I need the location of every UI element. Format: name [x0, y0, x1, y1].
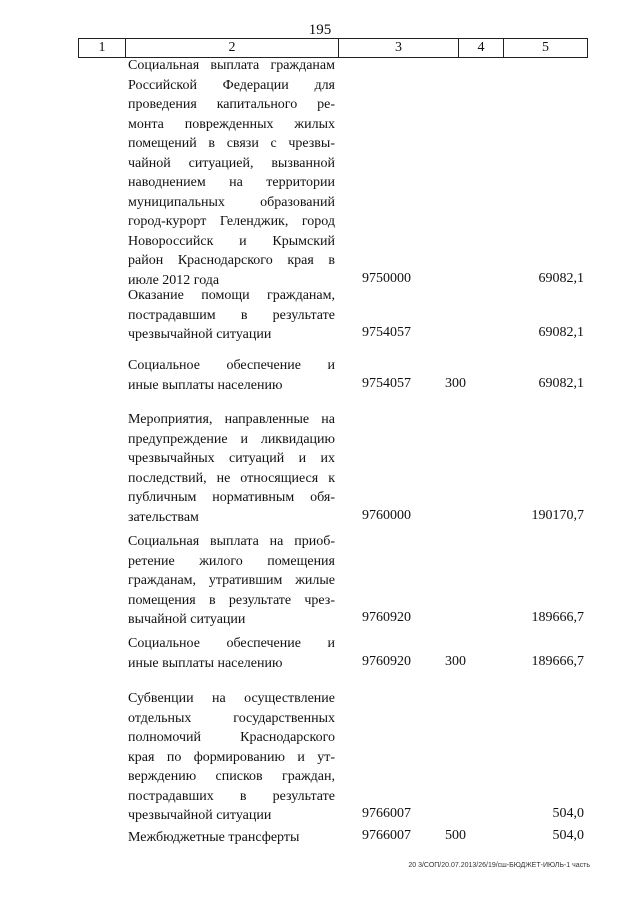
- column-header-1: 1: [79, 39, 126, 57]
- row-description: [128, 56, 335, 290]
- description-line: район Краснодарского края в: [128, 253, 335, 268]
- row-description: [128, 532, 335, 630]
- description-line: зательствам: [128, 509, 199, 525]
- row-expense-type: 500: [445, 828, 466, 843]
- description-line: чрезвычайной ситуации: [128, 808, 272, 823]
- row-description: [128, 634, 335, 673]
- description-line: чрезвычайных ситуаций и их: [128, 451, 335, 466]
- description-line: Социальная выплата гражданам: [128, 58, 335, 73]
- description-line: Социальное обеспечение и: [128, 358, 335, 373]
- description-line: последствий, не относящиеся к: [128, 470, 335, 486]
- row-amount: 69082,1: [538, 270, 584, 286]
- description-line: Социальная выплата на приоб-: [128, 534, 335, 549]
- footer-file-reference: 20 3/СОП/20.07.2013/26/19/сш-БЮДЖЕТ-ИЮЛЬ-1 часть: [408, 862, 590, 869]
- row-code: 9760920: [362, 653, 411, 669]
- description-line: гражданам, утратившим жилые: [128, 573, 335, 588]
- description-line: Новороссийск и Крымский: [128, 233, 335, 249]
- row-amount: 69082,1: [538, 325, 584, 340]
- description-line: чайной ситуацией, вызванной: [128, 155, 335, 171]
- description-line: иные выплаты населению: [128, 377, 283, 393]
- row-code: 9754057: [362, 325, 411, 340]
- description-line: помещения в результате чрез-: [128, 592, 335, 608]
- row-amount: 189666,7: [531, 610, 584, 625]
- column-header-5: 5: [542, 40, 549, 55]
- page-number: 195: [308, 22, 332, 38]
- row-amount: 69082,1: [538, 375, 584, 391]
- row-description: [128, 689, 335, 826]
- description-line: помещений в связи с чрезвы-: [128, 136, 335, 151]
- description-line: монта поврежденных жилых: [128, 116, 335, 132]
- description-line: муниципальных образований: [128, 194, 335, 210]
- row-amount: 190170,7: [531, 507, 584, 523]
- row-code: 9760920: [362, 610, 411, 625]
- description-line: публичным нормативным обя-: [128, 490, 335, 505]
- description-line: края по формированию и ут-: [128, 749, 335, 765]
- description-line: Социальное обеспечение и: [128, 636, 335, 651]
- row-description: [128, 828, 335, 848]
- description-line: Российской Федерации для: [128, 77, 335, 93]
- description-line: иные выплаты населению: [128, 655, 283, 671]
- description-line: чрезвычайной ситуации: [128, 327, 272, 342]
- row-code: 9766007: [362, 828, 411, 843]
- row-amount: 504,0: [552, 806, 584, 821]
- row-expense-type: 300: [445, 375, 466, 391]
- description-line: Субвенции на осуществление: [128, 691, 335, 706]
- description-line: пострадавших в результате: [128, 788, 335, 804]
- row-expense-type: 300: [445, 653, 466, 669]
- description-line: отдельных государственных: [128, 710, 335, 726]
- description-line: Мероприятия, направленные на: [128, 412, 335, 427]
- description-line: июле 2012 года: [128, 272, 220, 288]
- row-description: [128, 286, 335, 345]
- row-code: 9750000: [362, 270, 411, 286]
- description-line: ретение жилого помещения: [128, 553, 335, 569]
- row-description: [128, 410, 335, 527]
- description-line: вычайной ситуации: [128, 612, 246, 627]
- row-description: [128, 356, 335, 395]
- description-line: Межбюджетные трансферты: [128, 830, 300, 845]
- description-line: город-курорт Геленджик, город: [128, 214, 335, 229]
- description-line: Оказание помощи гражданам,: [128, 288, 335, 303]
- row-code: 9754057: [362, 375, 411, 391]
- column-header-2: 2: [126, 39, 339, 57]
- column-header-row: [78, 38, 588, 58]
- row-amount: 189666,7: [531, 653, 584, 669]
- row-amount: 504,0: [552, 828, 584, 843]
- row-code: 9760000: [362, 507, 411, 523]
- column-header-3: 3: [339, 39, 459, 57]
- description-line: наводнением на территории: [128, 175, 335, 190]
- description-line: полномочий Краснодарского: [128, 730, 335, 745]
- description-line: проведения капитального ре-: [128, 97, 335, 112]
- description-line: пострадавшим в результате: [128, 307, 335, 323]
- description-line: предупреждение и ликвидацию: [128, 431, 335, 447]
- row-code: 9766007: [362, 806, 411, 821]
- column-header-4: 4: [459, 39, 504, 57]
- description-line: верждению списков граждан,: [128, 769, 335, 784]
